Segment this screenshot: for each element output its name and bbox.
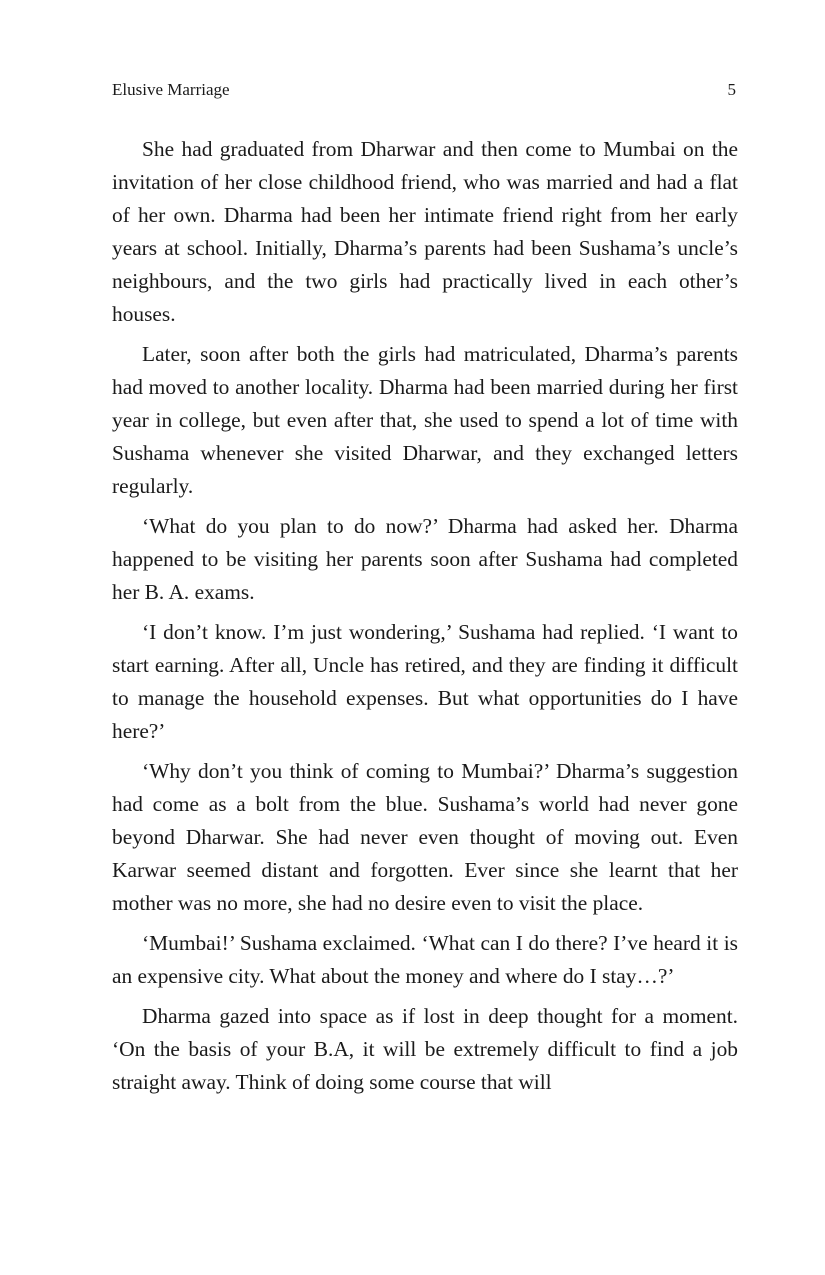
running-header [112, 79, 738, 101]
paragraph: Dharma gazed into space as if lost in deep thought for a moment. ‘On the basis of your B.A, it will be extremely difficult to find a job straight away. Think of doing some course that will [112, 1004, 738, 1094]
paragraph: ‘Why don’t you think of coming to Mumbai?’ Dharma’s suggestion had come as a bolt from the blue. Sushama’s world had never gone beyond Dharwar. She had never even thought of moving out. Even Karwar seemed distant and forgotten. Ever since she learnt that her mother was no more, she had no desire even to visit the place. [112, 759, 738, 915]
running-title: Elusive Marriage [112, 80, 230, 99]
page-number: 5 [727, 80, 736, 99]
paragraph: ‘What do you plan to do now?’ Dharma had asked her. Dharma happened to be visiting her parents soon after Sushama had completed her B. A. exams. [112, 514, 738, 604]
paragraph: ‘I don’t know. I’m just wondering,’ Sushama had replied. ‘I want to start earning. After all, Uncle has retired, and they are finding it difficult to manage the household expenses. But what opportunities do I have here?’ [112, 620, 738, 743]
body-text [112, 133, 738, 1106]
paragraph: ‘Mumbai!’ Sushama exclaimed. ‘What can I do there? I’ve heard it is an expensive city. What about the money and where do I stay…?’ [112, 931, 738, 988]
paragraph: Later, soon after both the girls had matriculated, Dharma’s parents had moved to another locality. Dharma had been married during her first year in college, but even after that, she used to spend a lot of time with Sushama whenever she visited Dharwar, and they exchanged letters regularly. [112, 342, 738, 498]
paragraph: She had graduated from Dharwar and then come to Mumbai on the invitation of her close childhood friend, who was married and had a flat of her own. Dharma had been her intimate friend right from her early years at school. Initially, Dharma’s parents had been Sushama’s uncle’s neighbours, and the two girls had practically lived in each other’s houses. [112, 137, 738, 326]
